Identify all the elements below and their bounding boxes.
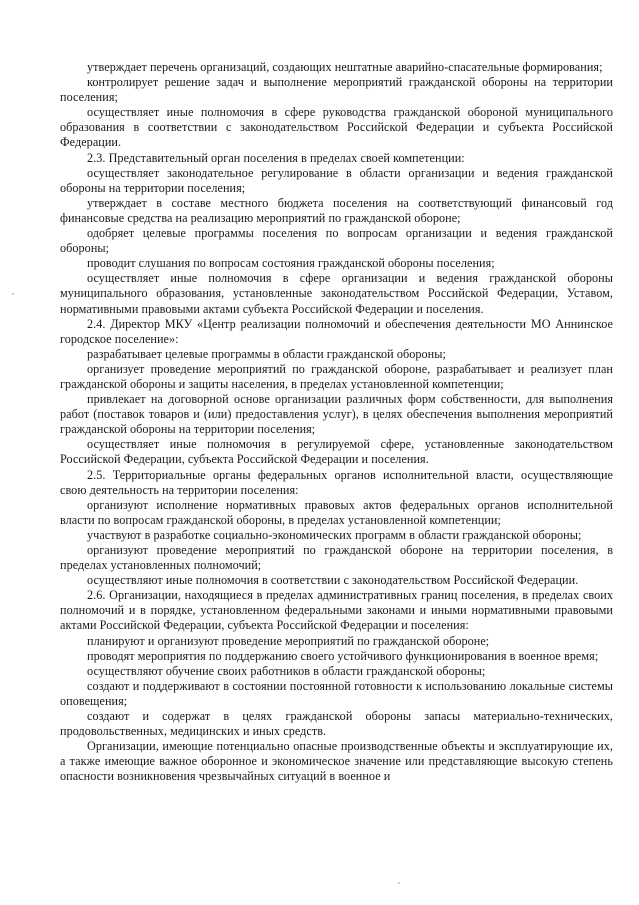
document-page bbox=[60, 60, 613, 785]
paragraph: Организации, имеющие потенциально опасные производственные объекты и эксплуатирующие их, а также имеющие важное оборонное и экономическое значение или представляющие высокую степень опасности возникновения чрезвычайных ситуаций в военное и bbox=[60, 739, 613, 784]
paragraph: осуществляет законодательное регулирование в области организации и ведения гражданской обороны на территории поселения; bbox=[60, 165, 613, 195]
paragraph: осуществляют обучение своих работников в области гражданской обороны; bbox=[87, 663, 486, 678]
paragraph: привлекает на договорной основе организации различных форм собственности, для выполнения работ (поставок товаров и (или) предоставления услуг), в целях обеспечения выполнения мероприятий гражданской обороны на территории поселения; bbox=[60, 392, 613, 437]
paragraph: осуществляет иные полномочия в сфере руководства гражданской обороной муниципального образования в соответствии с законодательством Российской Федерации и субъекта Российской Федерации. bbox=[60, 105, 613, 150]
paragraph: проводит слушания по вопросам состояния гражданской обороны поселения; bbox=[87, 256, 495, 271]
scan-speck bbox=[398, 882, 400, 884]
scan-speck bbox=[12, 293, 14, 295]
paragraph: проводят мероприятия по поддержанию своего устойчивого функционирования в военное время; bbox=[87, 648, 599, 663]
paragraph: утверждает в составе местного бюджета поселения на соответствующий финансовый год финансовые средства на реализацию мероприятий по гражданской обороне; bbox=[60, 195, 613, 225]
paragraph: одобряет целевые программы поселения по вопросам организации и ведения гражданской обороны; bbox=[60, 226, 613, 256]
paragraph: осуществляет иные полномочия в сфере организации и ведения гражданской обороны муниципального образования, установленные законодательством Российской Федерации, Уставом, нормативными правовыми актами субъекта Российской Федерации и поселения. bbox=[60, 271, 613, 316]
paragraph: осуществляет иные полномочия в регулируемой сфере, установленные законодательством Российской Федерации, субъекта Российской Федерации и поселения. bbox=[60, 437, 613, 467]
paragraph: организуют исполнение нормативных правовых актов федеральных органов исполнительной власти по вопросам гражданской обороны, в пределах установленной компетенции; bbox=[60, 497, 613, 527]
paragraph: осуществляют иные полномочия в соответствии с законодательством Российской Федерации. bbox=[87, 573, 579, 588]
paragraph: создают и поддерживают в состоянии постоянной готовности к использованию локальные системы оповещения; bbox=[60, 678, 613, 708]
paragraph: утверждает перечень организаций, создающих нештатные аварийно-спасательные формирования; bbox=[87, 60, 603, 74]
paragraph: организуют проведение мероприятий по гражданской обороне на территории поселения, в пределах установленных полномочий; bbox=[60, 543, 613, 573]
paragraph: планируют и организуют проведение мероприятий по гражданской обороне; bbox=[87, 633, 490, 648]
section-2-4-heading: 2.4. Директор МКУ «Центр реализации полномочий и обеспечения деятельности МО Аннинское городское поселение»: bbox=[60, 316, 613, 346]
paragraph: контролирует решение задач и выполнение мероприятий гражданской обороны на территории поселения; bbox=[60, 75, 613, 105]
section-2-6-heading: 2.6. Организации, находящиеся в пределах административных границ поселения, в пределах своих полномочий и в порядке, установленном федеральными законами и иными нормативными правовыми актами Российской Федерации, субъекта Российской Федерации и поселения: bbox=[60, 588, 613, 633]
paragraph: создают и содержат в целях гражданской обороны запасы материально-технических, продовольственных, медицинских и иных средств. bbox=[60, 709, 613, 739]
section-2-3-heading: 2.3. Представительный орган поселения в пределах своей компетенции: bbox=[87, 150, 465, 165]
section-2-5-heading: 2.5. Территориальные органы федеральных органов исполнительной власти, осуществляющие свою деятельность на территории поселения: bbox=[60, 467, 613, 497]
paragraph: разрабатывает целевые программы в области гражданской обороны; bbox=[87, 346, 446, 361]
paragraph: участвуют в разработке социально-экономических программ в области гражданской обороны; bbox=[87, 527, 582, 542]
paragraph: организует проведение мероприятий по гражданской обороне, разрабатывает и реализует план гражданской обороны и защиты населения, в пределах установленной компетенции; bbox=[60, 361, 613, 391]
